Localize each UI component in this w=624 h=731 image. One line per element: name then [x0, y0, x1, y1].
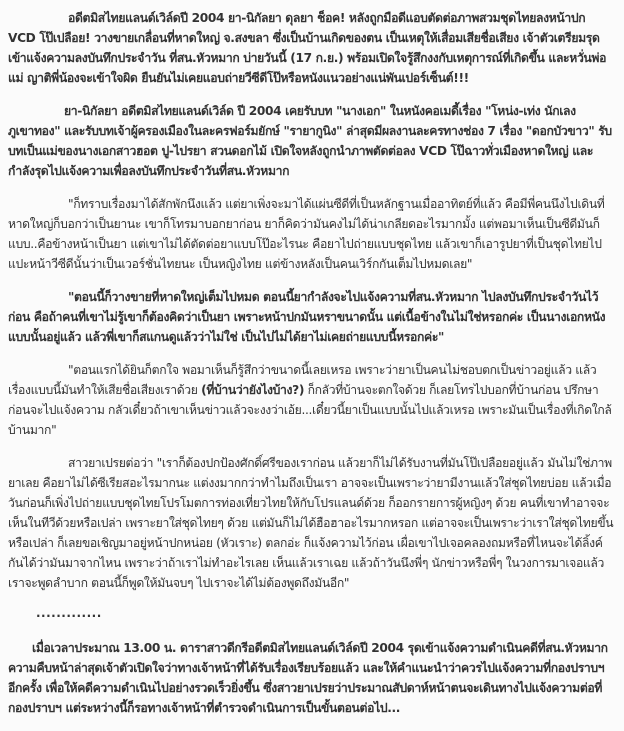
closing-paragraph: เมื่อเวลาประมาณ 13.00 น. ดาราสาวดีกรีอดีตมิสไทยแลนด์เวิล์ดปี 2004 รุดเข้าแจ้งความดำเนินคดีที่สน.หัวหมาก ความคืบหน้าล่าสุดเจ้าตัวเปิดใจว่าทางเจ้าหน้าที่ได้รับเรื่องเรียบร้อยแล้ว และให้คำแนะนำว่าควรไปแจ้งความที่กองปราบฯ อีกครั้ง เพื่อให้คดีความดำเนินไปอย่างรวดเร็วยิ่งขึ้น ซึ่งสาวยาเปรยว่าประมาณสัปดาห์หน้าตนจะเดินทางไปแจ้งความต่อที่กองปราบฯ แต่ระหว่างนี้ก็รอทางเจ้าหน้าที่ตำรวจดำเนินการเป็นขั้นตอนต่อไป...	[8, 641, 608, 715]
quote-3-text-before: "ตอนแรกได้ยินก็ตกใจ พอมาเห็นก็รู้สึกว่าขนาดนี้เลยเหรอ เพราะว่ายาเป็นคนไม่ชอบตกเป็นข่าวอยู่แล้ว แล้วเรื่องแบบนี้มันทำให้เสียชื่อเสียงเราด้วย	[8, 363, 597, 397]
lead-paragraph: อดีตมิสไทยแลนด์เวิล์ดปี 2004 ยา-นิกัลยา ดุลยา ช็อค! หลังถูกมือดีแอบตัดต่อภาพสวมชุดไทยลงหน้าปก VCD โป๊เปลือย! วางขายเกลื่อนที่หาดใหญ่ จ.สงขลา ซึ่งเป็นบ้านเกิดของตน เป็นเหตุให้เสื่อมเสียชื่อเสียง เจ้าตัวเตรียมรุดเข้าแจ้งความลงบันทึกประจำวัน ที่สน.หัวหมาก บ่ายวันนี้ (17 ก.ย.) พร้อมเปิดใจรู้สึกงงกับเหตุการณ์ที่เกิดขึ้น และหวั่นพ่อแม่ ญาติพี่น้องจะเข้าใจผิด ยืนยันไม่เคยแอบถ่ายวีซีดีโป๊หรือหนังแนวอย่างแน่พันเปอร์เซ็นต์!!!	[8, 11, 607, 85]
section-separator: .............	[36, 606, 102, 620]
interviewer-question: (ที่บ้านว่ายังไงบ้าง?)	[201, 383, 305, 397]
quote-paragraph-4: สาวยาเปรยต่อว่า "เราก็ต้องปกป้องศักดิ์ศรีของเราก่อน แล้วยาก็ไม่ได้รับงานที่มันโป๊เปลือยอยู่แล้ว มันไม่ใช่ภาพยาเลย คือยาไม่ได้ซีเรียสอะไรมากนะ แต่งงมากกว่าทำไมถึงเป็นเรา อาจจะเป็นเพราะว่ายามีงานแล้วใส่ชุดไทยบ่อย แล้วเมื่อวันก่อนก็เพิ่งไปถ่ายแบบชุดไทยโปรโมตการท่องเที่ยวไทยให้กับโปรแลนด์ด้วย ก็ออกรายการผู้หญิงๆ ด้วย คนที่เขาทำอาจจะเห็นในทีวีด้วยหรือเปล่า เพราะยาใส่ชุดไทยๆ ด้วย แต่มันก็ไม่ได้ฮือฮาอะไรมากหรอก แต่อาจจะเป็นเพราะว่าเราใส่ชุดไทยขึ้นหรือเปล่า ก็เลยขอเชิญมาอยู่หน้าปกหน่อย (หัวเราะ) ตลกอ่ะ ก็แจ้งความไว้ก่อน เผื่อเขาไปเจอคลองถมหรือที่ไหนจะได้ลิ้งค์กันได้ว่ามันมาจากไหน เพราะว่าถ้าเราไม่ทำอะไรเลย เห็นแล้วเราเฉย แล้วถ้าวันนึงพี่ๆ นักข่าวหรือพี่ๆ ในวงการมาเจอแล้วเราจะพูดลำบาก ตอนนี้ก็พูดให้มันจบๆ ไปเราจะได้ไม่ต้องพูดถึงมันอีก"	[8, 456, 614, 590]
quote-3-text-after: ก็กลัวที่บ้านจะตกใจด้วย ก็เลยโทรไปบอกที่บ้านก่อน ปรึกษาก่อนจะไปแจ้งความ กลัวเดี๋ยวถ้าเขาเห็นข่าวแล้วจะงงว่าเอ้ย...เดี๋ยวนี้ยาเป็นแบบนั้นไปแล้วเหรอ เพราะมันเป็นเรื่องที่เกิดใกล้บ้านมาก"	[8, 383, 612, 437]
background-paragraph: ยา-นิกัลยา อดีตมิสไทยแลนด์เวิล์ด ปี 2004 เคยรับบท "นางเอก" ในหนังคอเมดี้เรื่อง "โหน่ง-เท่ง นักเลงภูเขาทอง" และรับบทเจ้าผู้ครองเมืองในละครฟอร์มยักษ์ "รายากูนิง" ล่าสุดมีผลงานละครทางช่อง 7 เรื่อง "ดอกบัวขาว" รับบทเป็นแม่ของนางเอกสาวฮอต ปู-ไปรยา สวนดอกไม้ เปิดใจหลังถูกนำภาพตัดต่อลง VCD โป๊ฉาวทั่วเมืองหาดใหญ่ และกำลังรุดไปแจ้งความเพื่อลงบันทึกประจำวันที่สน.หัวหมาก	[8, 104, 612, 178]
quote-paragraph-1: "ก็ทราบเรื่องมาได้สักพักนึงแล้ว แต่ยาเพิ่งจะมาได้แผ่นซีดีที่เป็นหลักฐานเมื่ออาทิตย์ที่แล้ว คือมีพี่คนนึงไปเดินที่หาดใหญ่ก็บอกว่าเป็นยานะ เขาก็โทรมาบอกยาก่อน ยาก็คิดว่ามันคงไม่ได้น่าเกลียดอะไรมากมั้ง แต่พอมาเห็นเป็นซีดีมันก็แบบ..คือข้างหน้าเป็นยา แต่เขาไม่ได้ตัดต่อยาแบบโป๊อะไรนะ คือยาไปถ่ายแบบชุดไทย แล้วเขาก็เอารูปยาที่เป็นชุดไทยไปแปะหน้าวีซีดีนั้นว่าเป็นเวอร์ชั่นไทยนะ เป็นหญิงไทย แต่ข้างหลังเป็นคนเวิร์กกันเต็มไปหมดเลย"	[8, 197, 605, 271]
quote-paragraph-2: "ตอนนี้ก็วางขายที่หาดใหญ่เต็มไปหมด ตอนนี้ยากำลังจะไปแจ้งความที่สน.หัวหมาก ไปลงบันทึกประจำวันไว้ก่อน คือถ้าคนที่เขาไม่รู้เขาก็ต้องคิดว่าเป็นยา เพราะหน้าปกมันหราขนาดนั้น แต่เนื้อข้างในไม่ใช่หรอกค่ะ เป็นนางเอกหนังแบบนั้นอยู่แล้ว แล้วพี่เขาก็สแกนดูแล้วว่าไม่ใช่ เป็นไปไม่ได้ยาไม่เคยถ่ายแบบนี้หรอกค่ะ"	[8, 290, 606, 344]
quote-paragraph-3	[8, 360, 614, 440]
